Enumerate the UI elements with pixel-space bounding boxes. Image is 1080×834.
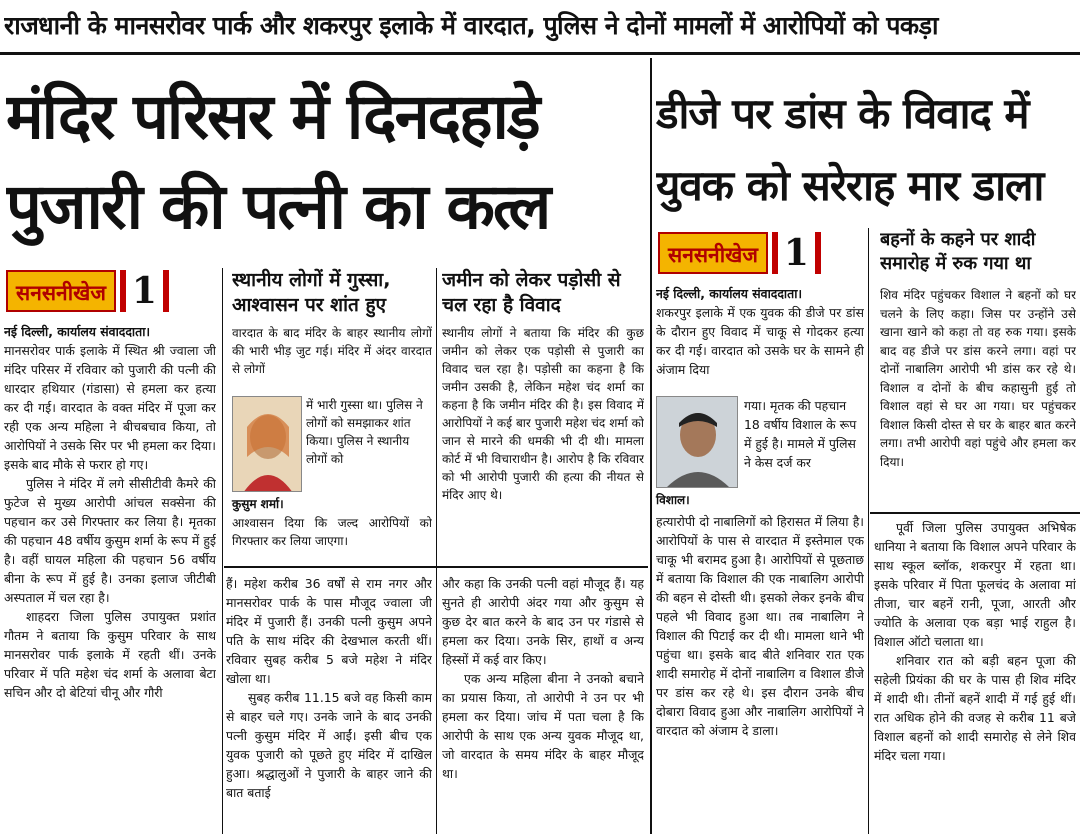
paragraph: मानसरोवर पार्क इलाके में स्थित श्री ज्वाला जी मंदिर परिसर में रविवार को पुजारी की पत्नी की धारदार हथियार (गंडासा) से हमला कर हत्या कर दी गई। वारदात के वक्त मंदिर में पूजा कर रही एक अन्य महिला ने बीचबचाव किया, तो आरोपियों ने उसके सिर पर भी हमला कर दिया। इसके बाद मौके से फरार हो गए। (4, 343, 216, 472)
top-strap-headline: राजधानी के मानसरोवर पार्क और शकरपुर इलाके में वारदात, पुलिस ने दोनों मामलों में आरोपियों को पकड़ा (4, 11, 938, 40)
right-story-column-1-bottom: हत्यारोपी दो नाबालिगों को हिरासत में लिया है। आरोपियों के पास से वारदात में इस्तेमाल एक चाकू भी बरामद हुआ है। आरोपियों से पूछताछ में बताया कि विशाल की एक नाबालिग आरोपी की बहन से दोस्ती थी। इसको लेकर इनके बीच पहले भी विवाद हुआ था। तब नाबालिग ने विशाल की पिटाई कर दी थी। मामला थाने भी पहुंचा था। इसके बाद बीते शनिवार रात एक शादी समारोह में दोनों नाबालिग व विशाल डीजे पर डांस कर रहे थे। इस दौरान उनके बीच दोबारा विवाद हुआ और नाबालिग आरोपियों ने वारदात को अंजाम दे डाला। (656, 514, 864, 738)
portrait-placeholder-icon (657, 397, 738, 488)
badge-number: 1 (783, 232, 809, 274)
right-headline-line1: डीजे पर डांस के विवाद में (656, 89, 1029, 138)
dateline: नई दिल्ली, कार्यालय संवाददाता। (4, 324, 151, 339)
column-divider (222, 268, 223, 834)
paragraph: शकरपुर इलाके में एक युवक की डीजे पर डांस के दौरान हुए विवाद में चाकू से गोदकर हत्या कर दी गई। वारदात को उसके घर के सामने ही अंजाम दिया (656, 305, 864, 377)
sub1-text-top: वारदात के बाद मंदिर के बाहर स्थानीय लोगों की भारी भीड़ जुट गई। मंदिर में अंदर वारदात से लोगों (232, 326, 432, 376)
sub2-text: स्थानीय लोगों ने बताया कि मंदिर की कुछ जमीन को लेकर एक पड़ोसी से पुजारी का विवाद चल रहा है। पड़ोसी का कहना है कि जमीन उसकी है, लेकिन महेश चंद शर्मा का कहना है कि जमीन मंदिर की है। इस विवाद में आरोपियों ने कई बार पुजारी महेश चंद शर्मा को जान से मारने की धमकी भी दी थी। मामला कोर्ट में भी विचाराधीन है। आरोप है कि रविवार को भी आरोपी पुजारी की हत्या की नीयत से मंदिर आए थे। (442, 326, 644, 502)
left-story-column-1 (4, 322, 216, 832)
right-text-side: गया। मृतक की पहचान 18 वर्षीय विशाल के रूप में हुई है। मामले में पुलिस ने केस दर्ज कर (744, 398, 857, 470)
subheading-local-anger: स्थानीय लोगों में गुस्सा, आश्वासन पर शांत हुए (232, 269, 391, 316)
box-divider (224, 566, 648, 568)
paragraph: हैं। महेश करीब 36 वर्षों से राम नगर और मानसरोवर पार्क के पास मौजूद ज्वाला जी मंदिर में पुजारी हैं। उनकी पत्नी कुसुम अपने पति के साथ मंदिर की देखभाल करती थीं। रविवार सुबह करीब 5 बजे महेश ने मंदिर खोला था। (226, 576, 432, 686)
box-divider (870, 512, 1080, 514)
badge-label: सनसनीखेज (6, 270, 116, 312)
photo-kusum-sharma (232, 396, 302, 492)
column-divider (868, 228, 869, 834)
story-divider (650, 58, 652, 834)
subheading-sisters-request: बहनों के कहने पर शादी समारोह में रुक गया था (880, 229, 1036, 274)
photo-caption: विशाल। (656, 493, 690, 507)
badge-number: 1 (131, 270, 157, 312)
badge-label: सनसनीखेज (658, 232, 768, 274)
paragraph: पुलिस ने मंदिर में लगे सीसीटीवी कैमरे की फुटेज से मुख्य आरोपी आंचल सक्सेना की पहचान कर उसे गिरफ्तार कर लिया है। मृतका की पहचान 48 वर्षीय कुसुम शर्मा के रूप में हुई है। वहीं घायल महिला की पहचान 56 वर्षीय बीना के रूप में हुई है। उनका इलाज जीटीबी अस्पताल में चल रहा है। (4, 476, 216, 605)
sub1-text-side: में भारी गुस्सा था। पुलिस ने लोगों को समझाकर शांत किया। पुलिस ने स्थानीय लोगों को (306, 398, 423, 466)
right-sensational-badge (658, 232, 821, 274)
sub1-text-bottom: आश्वासन दिया कि जल्द आरोपियों को गिरफ्तार कर लिया जाएगा। (232, 516, 432, 548)
sidebar-text: शिव मंदिर पहुंचकर विशाल ने बहनों को घर चलने के लिए कहा। जिस पर उन्होंने उसे खाना खाने को कहा तो वह रुक गया। इसके बाद वह डीजे पर डांस करने लगा। वहां पर दोनों नाबालिग आरोपी भी डांस कर रहे थे। विशाल व दोनों के बीच कहासुनी हुई तो विशाल वहां से घर आ गया। घर पहुंचकर विशाल किसी दोस्त से घर के बाहर बात करने लगा। तभी आरोपी वहां पहुंचे और हमला कर दिया। (880, 288, 1076, 469)
left-story-column-3 (442, 574, 644, 832)
dateline: नई दिल्ली, कार्यालय संवाददाता। (656, 286, 803, 301)
badge-bar (815, 232, 821, 274)
paragraph: शाहदरा जिला पुलिस उपायुक्त प्रशांत गौतम ने बताया कि कुसुम परिवार के साथ मानसरोवर पार्क इलाके में रहती थीं। उनके परिवार में पति महेश चंद शर्मा के अलावा बेटा सचिन और दो बेटियां चीनू और गौरी (4, 609, 216, 700)
right-story-column-1-top (656, 284, 864, 394)
paragraph: सुबह करीब 11.15 बजे वह किसी काम से बाहर चले गए। उनके जाने के बाद उनकी पत्नी कुसुम मंदिर में आईं। इसी बीच एक युवक पुजारी को पूछते हुए मंदिर में दाखिल हुआ। श्रद्धालुओं ने पुजारी के बाहर जाने की बात बताई (226, 690, 432, 800)
paragraph: और कहा कि उनकी पत्नी वहां मौजूद हैं। यह सुनते ही आरोपी अंदर गया और कुसुम से कुछ देर बात करने के बाद उन पर गंडासे से हमला कर दिया। उनके सिर, हाथों व अन्य हिस्सों में कई वार किए। (442, 576, 644, 667)
right-story-column-2 (874, 518, 1076, 832)
paragraph: पूर्वी जिला पुलिस उपायुक्त अभिषेक धानिया ने बताया कि विशाल अपने परिवार के साथ स्कूल ब्लॉक, शकरपुर में रहता था। इसके परिवार में पिता फूलचंद के अलावा मां तीजा, चार बहनें रानी, पूजा, आरती और ज्योति के अलावा एक बड़ा भाई राहुल है। विशाल ऑटो चलाता था। (874, 520, 1076, 649)
portrait-placeholder-icon (233, 397, 302, 492)
photo-vishal (656, 396, 738, 488)
badge-bar (163, 270, 169, 312)
right-headline-line2: युवक को सरेराह मार डाला (656, 161, 1044, 210)
column-divider (436, 268, 437, 834)
photo-caption: कुसुम शर्मा। (232, 497, 284, 511)
paragraph: एक अन्य महिला बीना ने उनको बचाने का प्रयास किया, तो आरोपी ने उन पर भी हमला कर दिया। जांच में पता चला है कि आरोपी के साथ एक अन्य युवक मौजूद था, जो वारदात के समय मंदिर के बाहर मौजूद था। (442, 671, 644, 781)
left-headline-line2: पुजारी की पत्नी का कत्ल (6, 170, 550, 243)
left-story-column-2 (226, 574, 432, 832)
left-sensational-badge (6, 270, 169, 312)
strap-divider (0, 52, 1080, 55)
paragraph: शनिवार रात को बड़ी बहन पूजा की सहेली प्रियंका की घर के पास ही शिव मंदिर में शादी थी। तीनों बहनें शादी में गई हुई थीं। रात अधिक होने की वजह से करीब 11 बजे विशाल बहनों को शादी समारोह से लेने शिव मंदिर चला गया। (874, 653, 1076, 763)
left-headline-line1: मंदिर परिसर में दिनदहाड़े (6, 80, 539, 153)
subheading-land-dispute: जमीन को लेकर पड़ोसी से चल रहा है विवाद (442, 269, 621, 316)
